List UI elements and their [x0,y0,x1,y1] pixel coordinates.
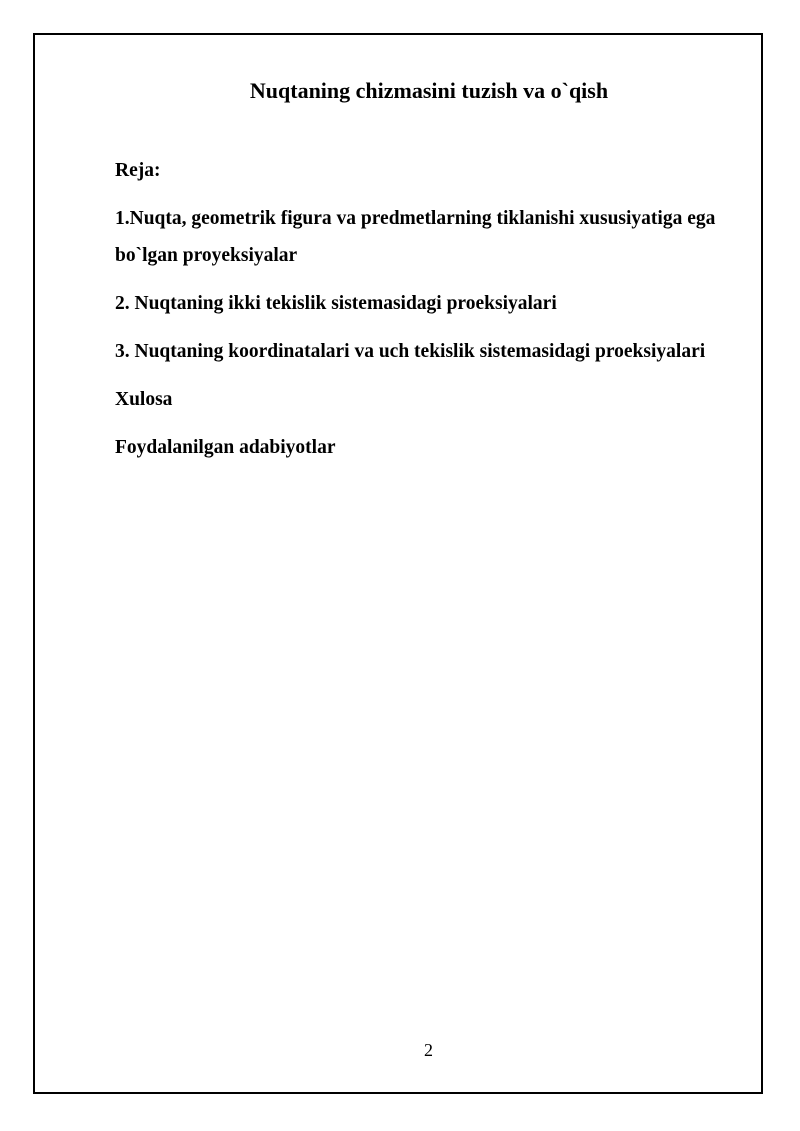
plan-item-conclusion: Xulosa [115,389,173,410]
plan-item-1: 1.Nuqta, geometrik figura va predmetlarning tiklanishi xususiyatiga ega bo`lgan proyeksiyalar [115,208,716,266]
page-title: Nuqtaning chizmasini tuzish va o`qish [249,78,609,103]
plan-heading: Reja: [115,160,161,181]
plan-item-3: 3. Nuqtaning koordinatalari va uch tekislik sistemasidagi proeksiyalari [115,341,706,362]
plan-item-2: 2. Nuqtaning ikki tekislik sistemasidagi proeksiyalari [115,293,557,314]
page-number: 2 [424,1040,433,1060]
plan-section [115,152,755,477]
plan-item-references: Foydalanilgan adabiyotlar [115,437,336,458]
